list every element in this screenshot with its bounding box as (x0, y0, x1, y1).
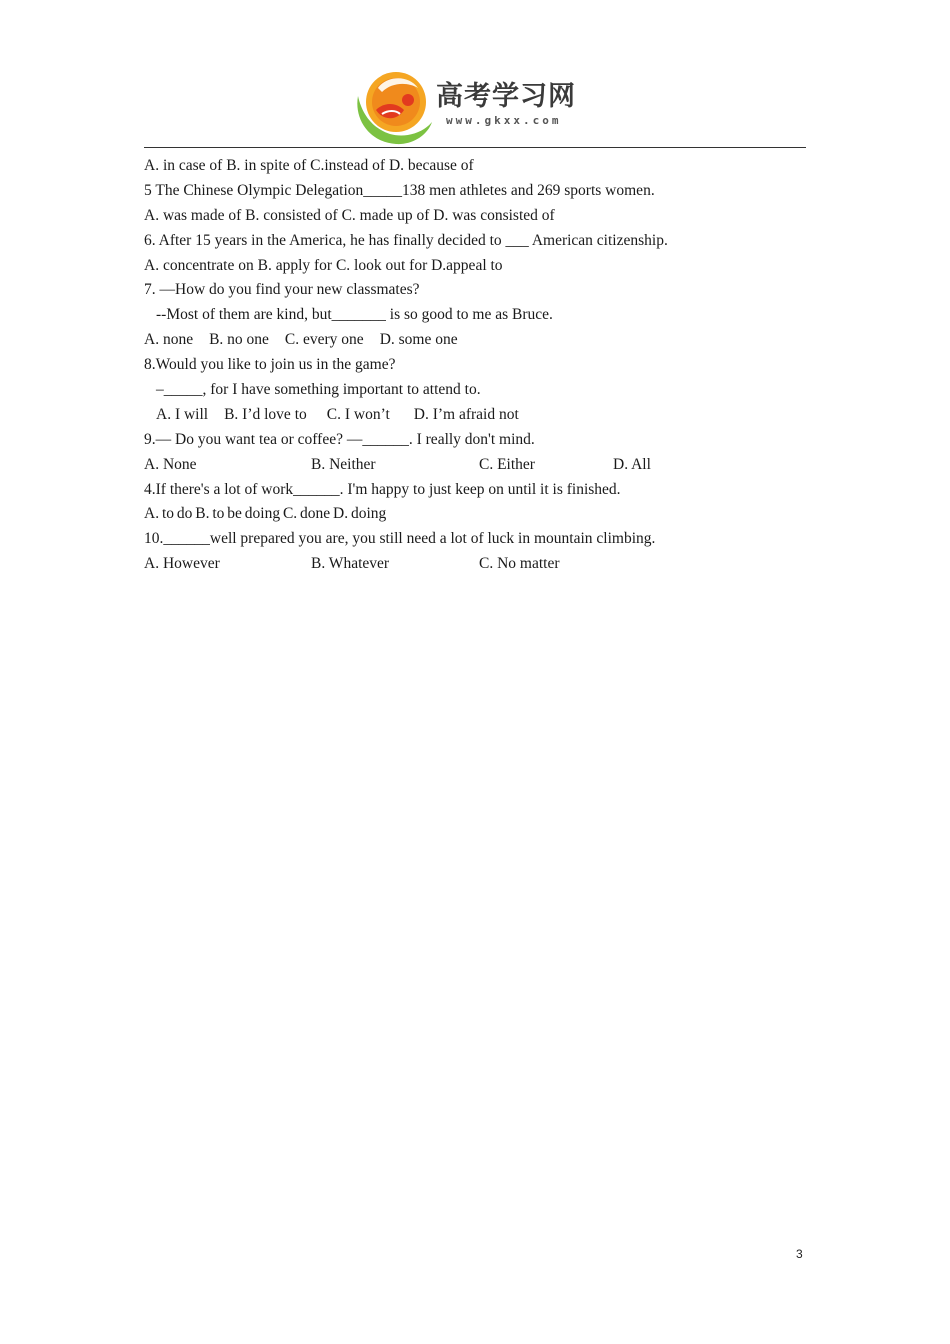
q8-option-b: B. I’d love to (224, 405, 307, 423)
q8-option-a: A. I will (156, 405, 209, 423)
q9-option-c: C. Either (479, 455, 535, 473)
q9-options (144, 453, 814, 478)
logo-title: 高考学习网 (436, 81, 576, 112)
q6-options: A. concentrate on B. apply for C. look out for D.appeal to (144, 256, 503, 274)
page-header (0, 0, 950, 150)
q10-option-b: B. Whatever (311, 555, 390, 573)
q8-option-d: D. I’m afraid not (413, 405, 519, 423)
q9-option-b: B. Neither (311, 455, 376, 473)
q8-options (144, 403, 814, 428)
q4-options: A. to do B. to be doing C. done D. doing (144, 505, 387, 523)
q9-option-d: D. All (613, 455, 651, 473)
q7-option-d: D. some one (379, 331, 458, 349)
q10-stem: 10.______well prepared you are, you still need a lot of luck in mountain climbing. (144, 530, 656, 548)
site-logo (352, 66, 604, 146)
logo-emblem-icon (352, 66, 436, 146)
q7-option-b: B. no one (209, 331, 269, 349)
q7-option-a: A. none (144, 331, 194, 349)
q5-options: A. was made of B. consisted of C. made up of D. was consisted of (144, 206, 555, 224)
question-list (144, 154, 814, 577)
q7-response: --Most of them are kind, but_______ is so good to me as Bruce. (156, 306, 553, 324)
q10-options (144, 552, 814, 577)
header-divider (144, 147, 806, 148)
q3-options: A. in case of B. in spite of C.instead of D. because of (144, 157, 474, 174)
q8-option-c: C. I won’t (326, 405, 390, 423)
q7-option-c: C. every one (284, 331, 364, 349)
q9-stem: 9.— Do you want tea or coffee? —______. I really don't mind. (144, 430, 535, 448)
q9-option-a: A. None (144, 455, 197, 473)
q7-stem: 7. —How do you find your new classmates? (144, 281, 420, 299)
q5-stem: 5 The Chinese Olympic Delegation_____138 men athletes and 269 sports women. (144, 181, 655, 199)
logo-url: www.gkxx.com (446, 114, 562, 127)
q8-response: –_____, for I have something important to attend to. (156, 381, 481, 399)
page-number: 3 (796, 1247, 803, 1261)
q10-option-a: A. However (144, 555, 220, 573)
q6-stem: 6. After 15 years in the America, he has finally decided to ___ American citizenship. (144, 231, 668, 249)
q4-stem: 4.If there's a lot of work______. I'm happy to just keep on until it is finished. (144, 480, 621, 498)
q10-option-c: C. No matter (479, 555, 560, 573)
q8-stem: 8.Would you like to join us in the game? (144, 356, 396, 374)
q7-options (144, 328, 814, 353)
